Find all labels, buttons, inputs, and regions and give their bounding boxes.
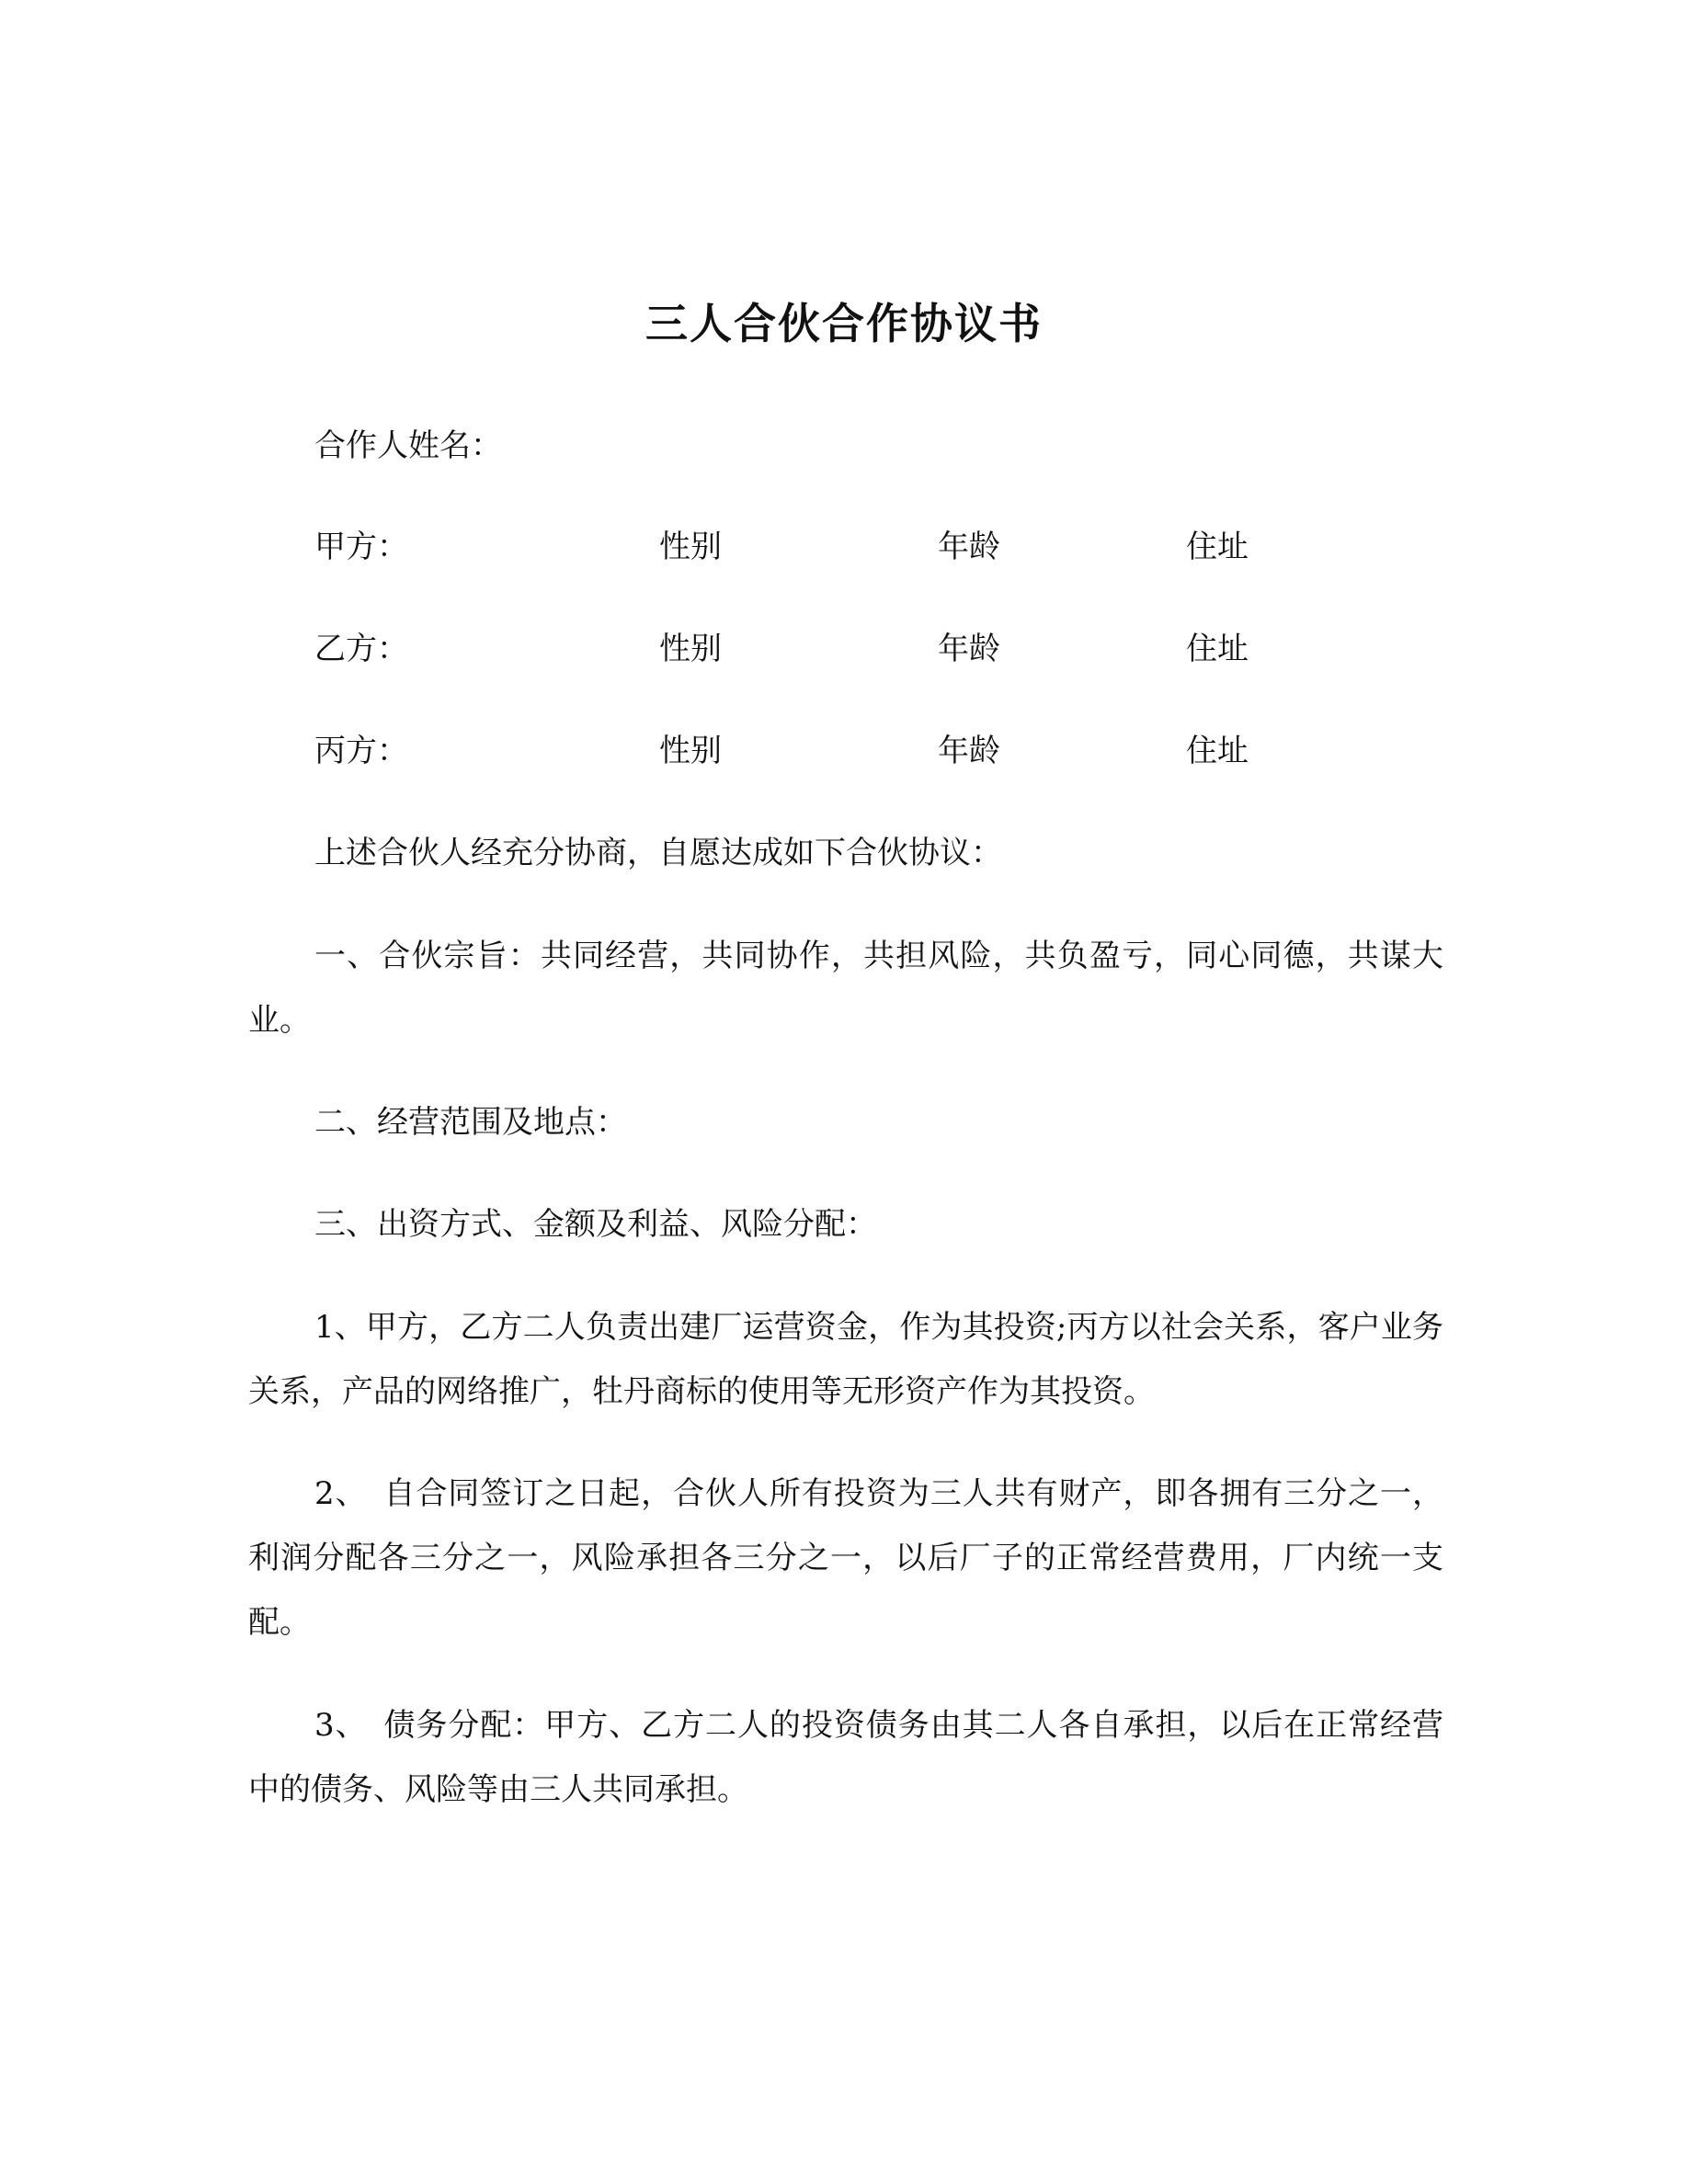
partners-heading: 合作人姓名：	[314, 427, 502, 464]
party-b-age-label: 年龄	[938, 631, 1000, 667]
clause-3: 3、 债务分配：甲方、乙方二人的投资债务由其二人各自承担，以后在正常经营中的债务、风险等由三人共同承担。	[248, 1707, 1443, 1808]
section-investment: 三、出资方式、金额及利益、风险分配：	[314, 1206, 877, 1243]
party-a-address-label: 住址	[1186, 529, 1249, 565]
party-c-label: 丙方：	[314, 733, 408, 769]
party-b-gender-label: 性别	[659, 631, 722, 667]
document-title: 三人合伙合作协议书	[645, 299, 1043, 348]
party-a-gender-label: 性别	[659, 529, 722, 565]
party-a-age-label: 年龄	[938, 529, 1000, 565]
clause-2: 2、 自合同签订之日起，合伙人所有投资为三人共有财产，即各拥有三分之一，利润分配各三分之一，风险承担各三分之一，以后厂子的正常经营费用，厂内统一支配。	[248, 1475, 1443, 1641]
party-b-label: 乙方：	[314, 631, 408, 667]
intro-text: 上述合伙人经充分协商，自愿达成如下合伙协议：	[314, 835, 1002, 871]
party-c-address-label: 住址	[1186, 733, 1249, 769]
section-scope: 二、经营范围及地点：	[314, 1104, 627, 1141]
clause-1: 1、甲方，乙方二人负责出建厂运营资金，作为其投资;丙方以社会关系，客户业务关系，产品的网络推广，牡丹商标的使用等无形资产作为其投资。	[248, 1309, 1443, 1410]
party-b-address-label: 住址	[1186, 631, 1249, 667]
party-c-gender-label: 性别	[659, 733, 722, 769]
party-c-age-label: 年龄	[938, 733, 1000, 769]
party-a-label: 甲方：	[314, 529, 408, 565]
section-purpose: 一、合伙宗旨：共同经营，共同协作，共担风险，共负盈亏，同心同德，共谋大业。	[248, 938, 1443, 1039]
